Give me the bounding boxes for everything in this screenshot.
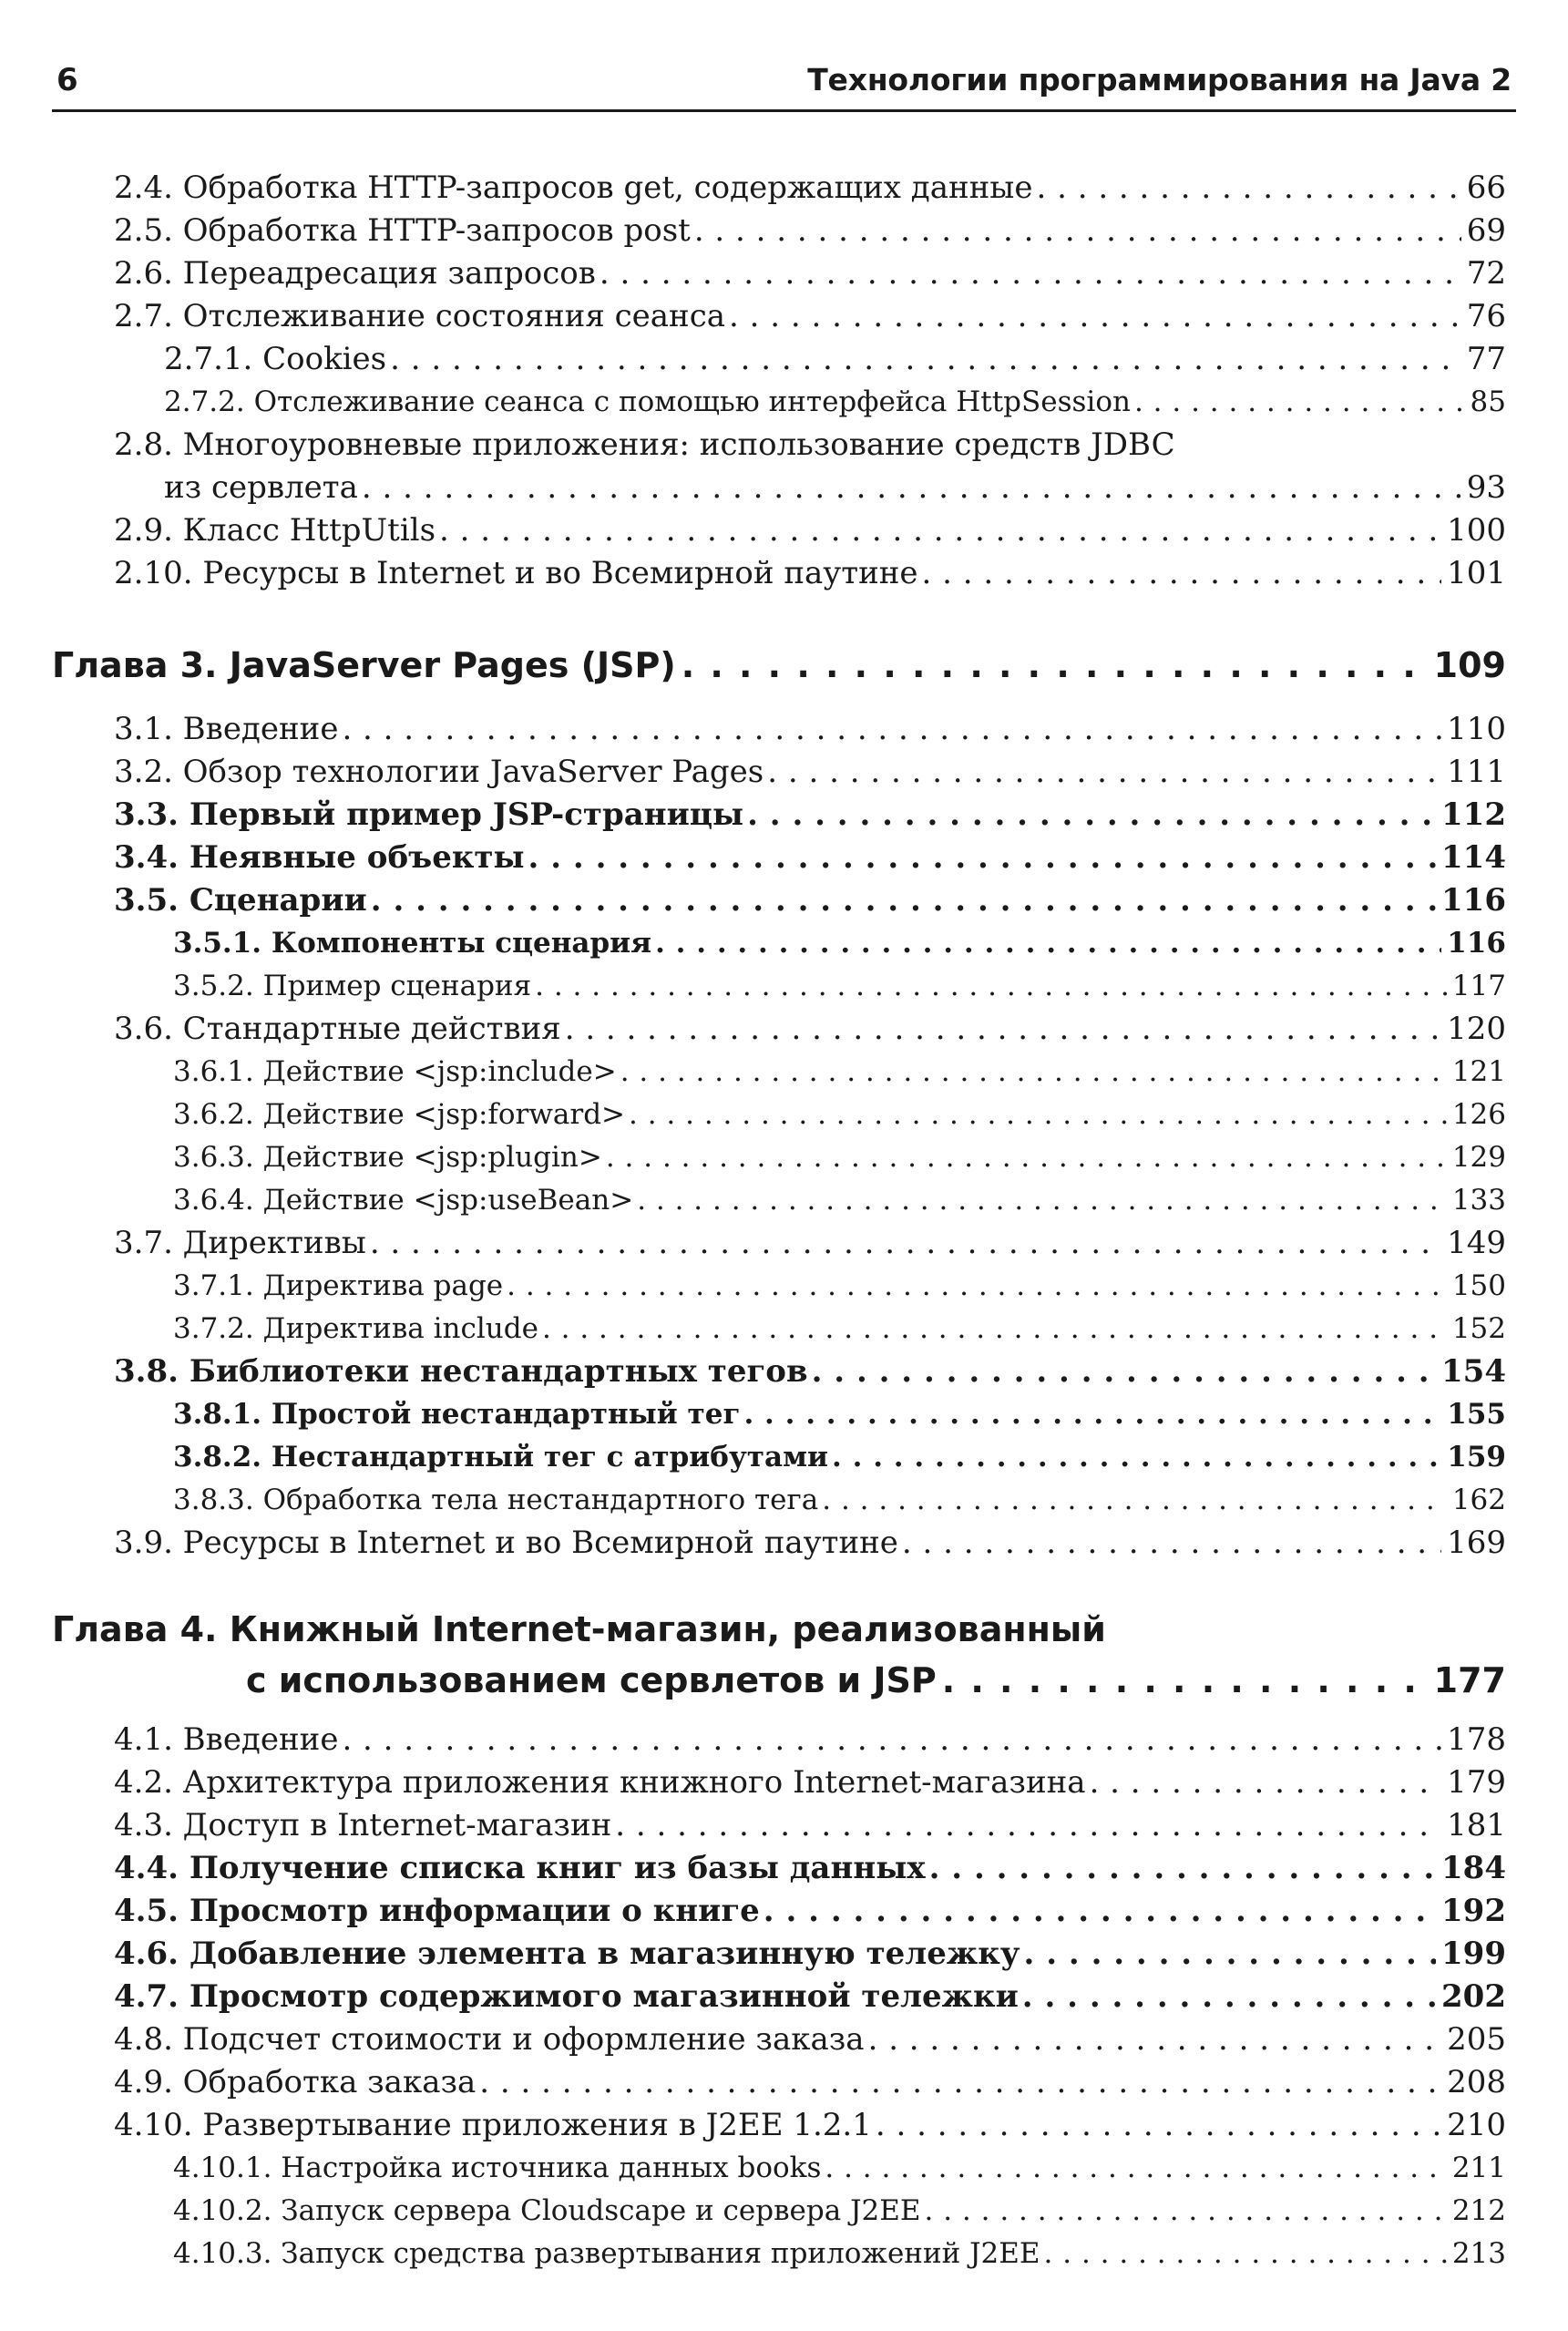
toc-entry-continuation [164,467,1506,508]
toc-entry-title: 2.5. Обработка HTTP-запросов post [114,212,691,249]
toc-entry-page: 111 [1447,754,1506,790]
leader-dots [367,879,1436,921]
toc-entry [114,1350,1506,1392]
toc-entry [173,922,1506,964]
toc-entry-page: 181 [1447,1807,1506,1843]
toc-entry-page: 76 [1466,298,1506,334]
toc-entry-title: 4.7. Просмотр содержимого магазинной тележки [114,1978,1019,2015]
toc-entry-title: 3.9. Ресурсы в Internet и во Всемирной паутине [114,1525,898,1561]
toc-entry-title: 4.1. Введение [114,1721,339,1758]
leader-dots [1131,381,1465,423]
leader-dots [764,751,1441,793]
toc-entry-page: 178 [1447,1721,1506,1758]
toc-entry-page: 179 [1447,1764,1506,1801]
toc-entry [114,879,1506,921]
toc-entry-title: 2.9. Класс HttpUtils [114,512,436,549]
chapter-heading [52,1602,1506,1657]
leader-dots [531,965,1447,1007]
chapter-heading-continuation [246,1653,1506,1708]
leader-dots [937,1653,1429,1708]
toc-entry-page: 110 [1447,711,1506,747]
toc-entry-page: 184 [1441,1850,1506,1886]
leader-dots [1020,1933,1436,1975]
toc-entry [114,509,1506,551]
toc-entry-title: 2.10. Ресурсы в Internet и во Всемирной паутине [114,555,918,591]
toc-entry-page: 126 [1451,1098,1506,1131]
toc-entry [164,381,1506,423]
leader-dots [918,552,1442,594]
toc-entry-page: 129 [1451,1141,1506,1174]
toc-entry-title: 4.5. Просмотр информации о книге [114,1893,760,1929]
toc-entry-title: 2.6. Переадресация запросов [114,255,596,292]
toc-entry-page: 69 [1466,212,1506,249]
toc-entry [173,2147,1506,2189]
toc-entry [114,167,1506,209]
leader-dots [828,1436,1441,1478]
toc-entry-title: 2.8. Многоуровневые приложения: использование средств JDBC [114,426,1175,463]
toc-entry-page: 120 [1447,1011,1506,1047]
leader-dots [926,1847,1436,1889]
toc-entry-page: 121 [1451,1055,1506,1088]
toc-entry-title: 4.6. Добавление элемента в магазинную тележку [114,1936,1020,1972]
leader-dots [358,467,1461,508]
toc-entry-page: 116 [1447,927,1506,960]
toc-entry-page: 133 [1451,1184,1506,1217]
toc-entry-title: 3.5. Сценарии [114,882,367,919]
leader-dots [525,837,1436,878]
toc-entry [173,2190,1506,2232]
leader-dots [538,1308,1447,1350]
toc-entry [114,1890,1506,1932]
leader-dots [691,210,1461,252]
toc-entry-title: 4.2. Архитектура приложения книжного Internet-магазина [114,1764,1086,1801]
leader-dots [821,2147,1446,2189]
toc-entry-page: 212 [1451,2194,1506,2227]
toc-entry [114,837,1506,878]
leader-dots [1040,2233,1447,2275]
toc-entry [114,424,1506,466]
leader-dots [476,2061,1441,2103]
toc-entry-page: 208 [1447,2064,1506,2100]
toc-entry [114,295,1506,337]
leader-dots [1032,167,1460,209]
toc-entry-title: 3.1. Введение [114,711,339,747]
toc-entry [173,1436,1506,1478]
toc-entry-page: 114 [1441,839,1506,876]
toc-entry [114,1522,1506,1564]
toc-entry-page: 72 [1466,255,1506,292]
chapter-title: Глава 4. Книжный Internet-магазин, реализованный [52,1609,1106,1649]
toc-entry [173,1308,1506,1350]
leader-dots [617,1051,1447,1093]
leader-dots [865,2018,1442,2060]
toc-entry-title: из сервлета [164,469,358,506]
toc-entry [173,1393,1506,1435]
toc-entry-title: 4.10.3. Запуск средства развертывания приложений J2EE [173,2237,1040,2270]
toc-entry [114,1719,1506,1761]
leader-dots [436,509,1441,551]
toc-entry [114,2061,1506,2103]
toc-entry-title: 3.6.4. Действие <jsp:useBean> [173,1184,634,1217]
toc-entry [173,1179,1506,1221]
toc-entry-page: 169 [1447,1525,1506,1561]
toc-entry [164,338,1506,380]
toc-entry [114,1847,1506,1889]
toc-entry [114,708,1506,750]
toc-entry [173,1265,1506,1307]
toc-entry [114,1804,1506,1846]
toc-entry-title: 3.3. Первый пример JSP-страницы [114,796,744,833]
toc-entry-page: 205 [1447,2021,1506,2058]
leader-dots [1019,1976,1436,2018]
leader-dots [725,295,1461,337]
toc-entry [114,1761,1506,1803]
leader-dots [602,1136,1447,1178]
toc-entry-page: 85 [1470,385,1506,418]
leader-dots [651,922,1441,964]
running-title: Технологии программирования на Java 2 [807,62,1512,98]
leader-dots [743,794,1436,836]
toc-entry-page: 162 [1451,1484,1506,1516]
toc-entry-title: 3.8.1. Простой нестандартный тег [173,1398,741,1431]
toc-entry-title: 4.10.2. Запуск сервера Cloudscape и сервера J2EE [173,2194,921,2227]
toc-entry-title: 4.10. Развертывание приложения в J2EE 1.2.1 [114,2107,872,2143]
leader-dots [338,708,1441,750]
toc-entry [114,252,1506,294]
toc-entry [114,2104,1506,2146]
toc-entry-title: 4.10.1. Настройка источника данных books [173,2151,822,2184]
toc-entry-title: 3.2. Обзор технологии JavaServer Pages [114,754,764,790]
toc-entry [114,210,1506,252]
leader-dots [633,1179,1447,1221]
leader-dots [503,1265,1447,1307]
toc-entry-page: 101 [1447,555,1506,591]
toc-entry-title: 3.7.2. Директива include [173,1312,538,1345]
toc-entry-page: 150 [1451,1269,1506,1302]
toc-entry-title: 3.8. Библиотеки нестандартных тегов [114,1353,808,1390]
toc-entry-title: 3.7.1. Директива page [173,1269,504,1302]
toc-entry-title: 4.8. Подсчет стоимости и оформление заказа [114,2021,865,2058]
chapter-heading [52,638,1506,693]
toc-entry-page: 211 [1451,2151,1506,2184]
toc-entry [114,1933,1506,1975]
toc-entry-title: 4.4. Получение списка книг из базы данных [114,1850,926,1886]
toc-entry [173,1479,1506,1521]
leader-dots [921,2190,1447,2232]
toc-entry-title: 2.4. Обработка HTTP-запросов get, содержащих данные [114,169,1033,206]
chapter-page: 177 [1433,1660,1506,1700]
toc-entry-page: 210 [1447,2107,1506,2143]
toc-entry [114,794,1506,836]
toc-entry-title: 3.4. Неявные объекты [114,839,525,876]
toc-entry-title: 3.6.1. Действие <jsp:include> [173,1055,617,1088]
toc-entry-page: 213 [1451,2237,1506,2270]
chapter-title: с использованием сервлетов и JSP [246,1660,937,1700]
toc-entry [114,2018,1506,2060]
toc-entry-page: 159 [1447,1441,1506,1474]
toc-entry-page: 152 [1451,1312,1506,1345]
toc-entry-title: 3.6.3. Действие <jsp:plugin> [173,1141,602,1174]
leader-dots [611,1804,1441,1846]
toc-entry-title: 3.5.2. Пример сценария [173,970,532,1002]
toc-entry-page: 100 [1447,512,1506,549]
toc-entry [173,1094,1506,1135]
toc-entry-page: 199 [1441,1936,1506,1972]
chapter-page: 109 [1433,645,1506,685]
toc-entry-page: 154 [1441,1353,1506,1390]
toc-entry-title: 2.7. Отслеживание состояния сеанса [114,298,726,334]
toc-entry-title: 3.6. Стандартные действия [114,1011,561,1047]
chapter-title: Глава 3. JavaServer Pages (JSP) [52,645,676,685]
page-number: 6 [56,62,78,98]
toc-entry-page: 117 [1451,970,1506,1002]
toc-entry-title: 2.7.1. Cookies [164,341,387,377]
leader-dots [676,638,1429,693]
toc-entry [173,1051,1506,1093]
leader-dots [1086,1761,1442,1803]
toc-entry-page: 93 [1466,469,1506,506]
leader-dots [625,1094,1447,1135]
toc-entry-title: 3.7. Директивы [114,1225,366,1261]
toc-entry-title: 3.6.2. Действие <jsp:forward> [173,1098,626,1131]
leader-dots [386,338,1461,380]
toc-entry-page: 66 [1466,169,1506,206]
leader-dots [366,1222,1441,1264]
toc-entry-title: 2.7.2. Отслеживание сеанса с помощью интерфейса HttpSession [164,385,1131,418]
toc-entry-title: 3.5.1. Компоненты сценария [173,927,652,960]
toc-entry-title: 4.3. Доступ в Internet-магазин [114,1807,612,1843]
toc-entry-page: 155 [1447,1398,1506,1431]
toc-entry-page: 149 [1447,1225,1506,1261]
toc-entry [114,751,1506,793]
leader-dots [596,252,1461,294]
leader-dots [338,1719,1441,1761]
toc-entry [114,1976,1506,2018]
leader-dots [808,1350,1436,1392]
toc-entry [114,552,1506,594]
toc-entry-title: 3.8.3. Обработка тела нестандартного тега [173,1484,819,1516]
toc-entry [173,1136,1506,1178]
toc-entry-page: 77 [1466,341,1506,377]
leader-dots [872,2104,1441,2146]
toc-entry-page: 192 [1441,1893,1506,1929]
leader-dots [760,1890,1436,1932]
toc-entry-page: 112 [1441,796,1506,833]
toc-entry [173,2233,1506,2275]
toc-entry [114,1222,1506,1264]
toc-entry [173,965,1506,1007]
toc-entry [114,1008,1506,1050]
leader-dots [898,1522,1441,1564]
leader-dots [561,1008,1441,1050]
toc-entry-title: 3.8.2. Нестандартный тег с атрибутами [173,1441,829,1474]
toc-entry-page: 202 [1441,1978,1506,2015]
toc-entry-title: 4.9. Обработка заказа [114,2064,477,2100]
leader-dots [818,1479,1447,1521]
leader-dots [740,1393,1441,1435]
toc-entry-page: 116 [1441,882,1506,919]
